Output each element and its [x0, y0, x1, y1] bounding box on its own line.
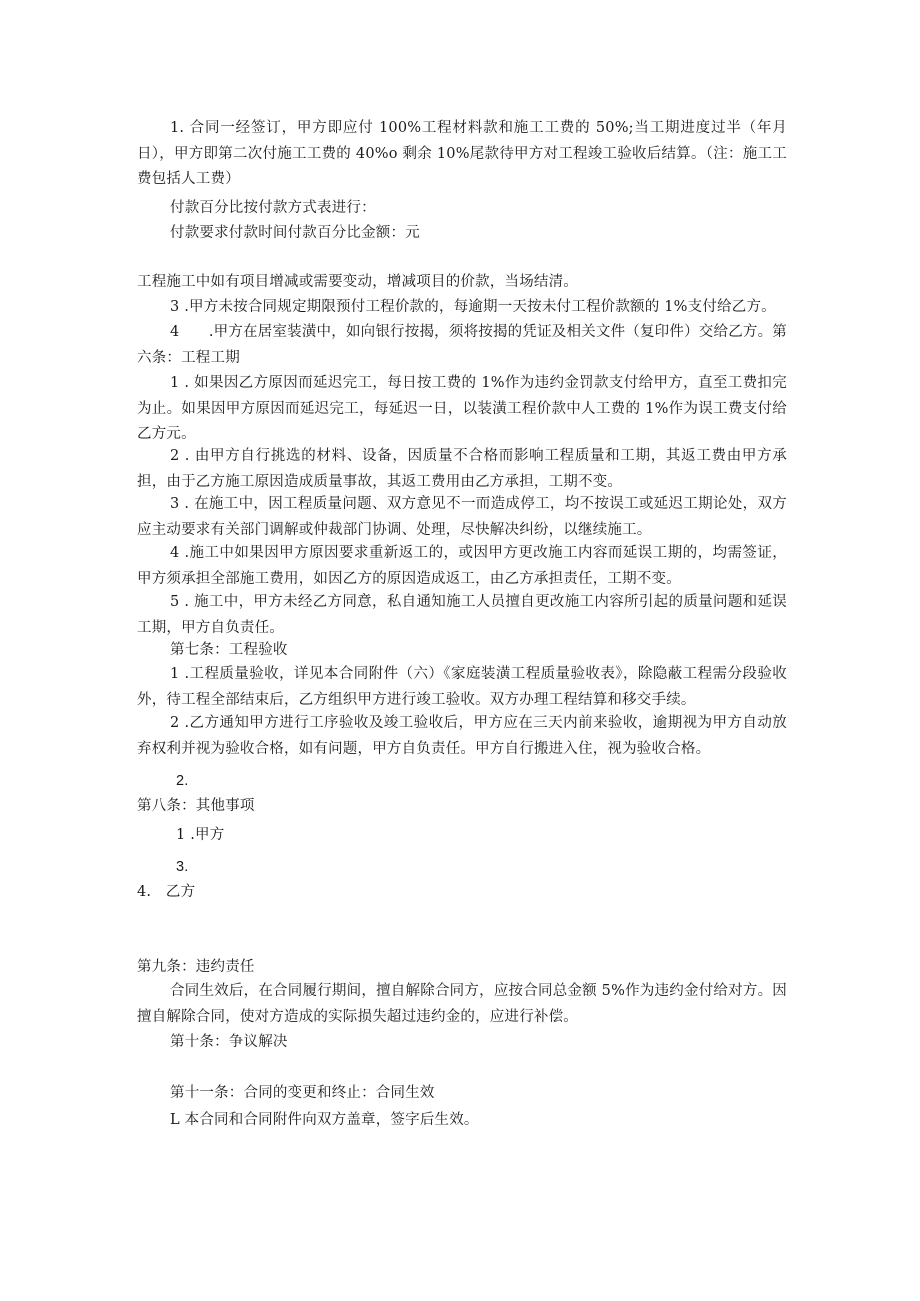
- work-stoppage-clause: 3 . 在施工中，因工程质量问题、双方意见不一而造成停工，均不按误工或延迟工期论处，双方应主动要求有关部门调解或仲裁部门协调、处理，尽快解决纠纷，以继续施工。: [137, 496, 787, 538]
- mortgage-clause: 4 .甲方在居室装潢中，如向银行按揭，须将按揭的凭证及相关文件（复印件）交给乙方。第六条：工程工期: [137, 324, 787, 366]
- acceptance-notice-clause: 2 .乙方通知甲方进行工序验收及竣工验收后，甲方应在三天内前来验收，逾期视为甲方自动放弃权利并视为验收合格，如有问题，甲方自负责任。甲方自行搬进入住，视为验收合格。: [137, 715, 787, 757]
- material-quality-clause: 2 . 由甲方自行挑选的材料、设备，因质量不合格而影响工程质量和工期，其返工费由甲方承担，由于乙方施工原因造成质量事故，其返工费用由乙方承担，工期不变。: [137, 448, 787, 490]
- party-b-label: 4. 乙方: [137, 884, 196, 900]
- late-payment-clause: 3 .甲方未按合同规定期限预付工程价款的，每逾期一天按未付工程价款额的 1%支付给乙方。: [170, 299, 776, 315]
- rework-clause: 4 .施工中如果因甲方原因要求重新返工的，或因甲方更改施工内容而延误工期的，均需签证，甲方须承担全部施工费用，如因乙方的原因造成返工，由乙方承担责任，工期不变。: [137, 545, 787, 587]
- party-a-label: 1 .甲方: [176, 827, 225, 843]
- payment-terms-paragraph: 1. 合同一经签订，甲方即应付 100%工程材料款和施工工费的 50%;当工期进度过半（年月日），甲方即第二次付施工工费的 40%o 剩余 10%尾款待甲方对工程竣工验收后结算。（注：施工工费包括人工费）: [137, 120, 787, 187]
- payment-table-header: 付款要求付款时间付款百分比金额：元: [170, 225, 420, 241]
- section-heading-other-matters: 第八条：其他事项: [137, 798, 255, 814]
- section-heading-modification: 第十一条：合同的变更和终止：合同生效: [170, 1085, 435, 1101]
- section-heading-acceptance: 第七条：工程验收: [170, 642, 288, 658]
- breach-liability-paragraph: 合同生效后，在合同履行期间，擅自解除合同方，应按合同总金额 5%作为违约金付给对方。因擅自解除合同，使对方造成的实际损失超过违约金的，应进行补偿。: [137, 983, 787, 1025]
- list-number-2: 2.: [176, 773, 189, 789]
- delay-completion-clause: 1 . 如果因乙方原因而延迟完工，每日按工费的 1%作为违约金罚款支付给甲方，直至工费扣完为止。如果因甲方原因而延迟完工，每延迟一日，以装潢工程价款中人工费的 1%作为误工费支付给乙方元。: [137, 375, 787, 442]
- list-number-3: 3.: [176, 859, 189, 875]
- section-heading-breach: 第九条：违约责任: [137, 959, 255, 975]
- quality-acceptance-clause: 1 .工程质量验收，详见本合同附件（六）《家庭装潢工程质量验收表》，除隐蔽工程需分段验收外，待工程全部结束后，乙方组织甲方进行竣工验收。双方办理工程结算和移交手续。: [137, 666, 787, 708]
- unauthorized-change-clause: 5 . 施工中，甲方未经乙方同意，私自通知施工人员擅自更改施工内容所引起的质量问题和延误工期，甲方自负责任。: [137, 594, 787, 636]
- section-heading-dispute: 第十条：争议解决: [170, 1034, 288, 1050]
- effective-clause: L 本合同和合同附件向双方盖章，签字后生效。: [170, 1112, 479, 1128]
- payment-note: 付款百分比按付款方式表进行：: [170, 200, 376, 216]
- change-price-note: 工程施工中如有项目增减或需要变动，增减项目的价款，当场结清。: [137, 274, 578, 290]
